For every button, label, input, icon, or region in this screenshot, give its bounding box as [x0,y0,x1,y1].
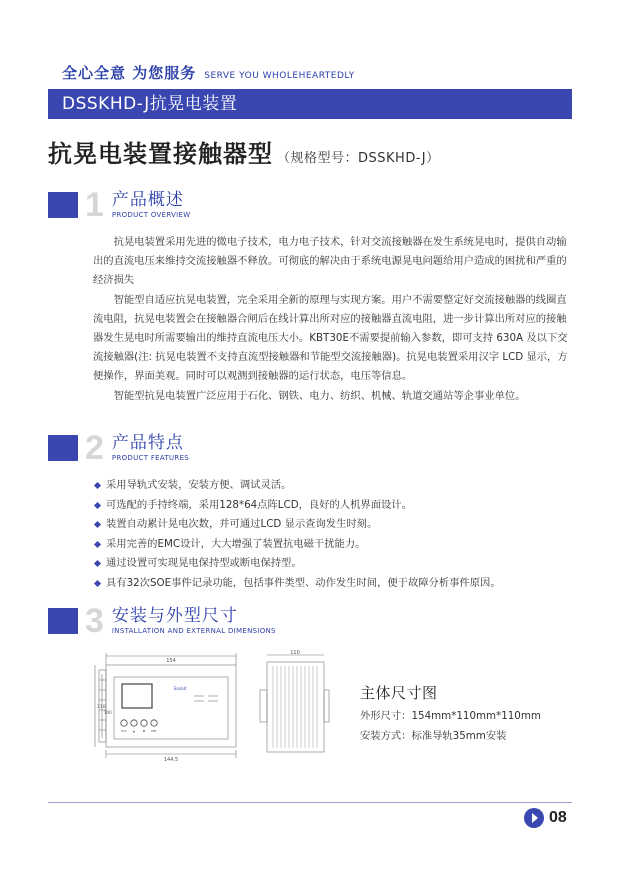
panel-buttons [121,720,157,726]
panel-button-esc [121,720,127,726]
front-width-label: 154 [166,658,176,664]
dimension-drawing [92,650,342,765]
feature-text: 具有32次SOE事件记录功能，包括事件类型、动作发生时间，便于故障分析事件原因。 [106,576,501,589]
overview-paragraph: 智能型自适应抗晃电装置，完全采用全新的原理与实现方案。用户不需要整定好交流接触器的线圈直流电阻，抗晃电装置会在接触器合闸后在线计算出所对应的接触器直流电阻，进一步计算出所对应的接触器发生晃电时所需要输出的维持直流电压大小。KBT30E不需要提前输入参数，即可支持 630A 及以下交流接触器(注: 抗晃电装置不支持直流型接触器和节能型交流接触器)。抗晃电装置采用汉字 LCD 显示，方便操作，界面美观。同时可以观测到接触器的运行状态，电压等信息。 [93,293,568,383]
header-slogan [62,62,355,83]
lcd-screen [122,684,152,708]
footer-divider [48,802,572,803]
product-name-bar: DSSKHD-J抗晃电装置 [48,89,572,119]
panel-button-down [141,720,147,726]
slogan-chinese: 全心全意 为您服务 [62,64,197,82]
brand-logo-text: Ensait [174,686,187,691]
diamond-bullet-icon [94,580,101,587]
page-number: 08 [549,809,567,826]
front-bottom-width-label: 144.5 [163,757,179,763]
section-subtitle: INSTALLATION AND EXTERNAL DIMENSIONS [111,627,276,635]
section-marker-block [48,192,78,218]
list-item [93,515,573,535]
list-item [93,476,573,496]
section-subtitle: PRODUCT FEATURES [111,454,190,462]
diamond-bullet-icon [94,560,101,567]
page-number-badge [524,808,567,828]
overview-paragraph: 抗晃电装置采用先进的微电子技术，电力电子技术，针对交流接触器在发生系统晃电时，提供自动输出的直流电压来维持交流接触器不释放。可彻底的解决由于系统电源晃电问题给用户造成的困扰和严重的经济损失 [93,236,567,287]
diamond-bullet-icon [94,502,101,509]
section-number: 3 [85,602,104,640]
feature-text: 通过设置可实现晃电保持型或断电保持型。 [106,557,302,569]
section-number: 2 [85,429,104,467]
section-marker-block [48,608,78,634]
section-subtitle: PRODUCT OVERVIEW [111,211,191,219]
front-height-label: 110 [97,705,106,710]
diamond-bullet-icon [94,541,101,548]
diamond-bullet-icon [94,482,101,489]
side-width-label: 110 [290,650,300,656]
diamond-bullet-icon [94,521,101,528]
panel-button-up [131,720,137,726]
list-item [93,535,573,555]
section-header-features [48,431,189,465]
page-title [48,134,440,169]
play-arrow-icon [524,808,544,828]
button-label-up: ▲ [132,729,136,733]
front-inner-height-label: 100 [104,710,112,715]
button-label-esc: ESC [121,729,127,733]
section-title: 产品特点 [111,433,184,453]
panel-button-enter [151,720,157,726]
slogan-english: SERVE YOU WHOLEHEARTEDLY [204,71,355,81]
button-label-down: ▼ [142,729,146,733]
button-label-enter: ENT [151,729,157,733]
feature-text: 采用完善的EMC设计，大大增强了装置抗电磁干扰能力。 [106,537,366,550]
section-title: 安装与外型尺寸 [111,606,238,626]
page-title-model: （规格型号：DSSKHD-J） [277,151,440,166]
overview-text [93,233,573,406]
feature-text: 采用导轨式安装，安装方便、调试灵活。 [106,479,292,491]
section-header-installation [48,604,276,638]
dimension-size-line: 外形尺寸：154mm*110mm*110mm [360,710,541,722]
feature-list [93,476,573,593]
list-item [93,554,573,574]
section-title: 产品概述 [111,190,184,210]
overview-paragraph: 智能型抗晃电装置广泛应用于石化、钢铁、电力、纺织、机械、轨道交通站等企事业单位。 [113,389,526,402]
side-view-fins [273,666,317,748]
section-header-overview [48,188,191,222]
page-title-main: 抗晃电装置接触器型 [48,140,273,168]
dimension-install-line: 安装方式：标准导轨35mm安装 [360,730,507,742]
section-marker-block [48,435,78,461]
feature-text: 装置自动累计晃电次数，并可通过LCD 显示查询发生时刻。 [106,518,378,530]
feature-text: 可选配的手持终端，采用128*64点阵LCD，良好的人机界面设计。 [106,498,412,511]
list-item [93,574,573,594]
list-item [93,496,573,516]
dimension-title: 主体尺寸图 [360,684,438,702]
section-number: 1 [85,186,104,224]
side-view-outline [267,662,324,752]
